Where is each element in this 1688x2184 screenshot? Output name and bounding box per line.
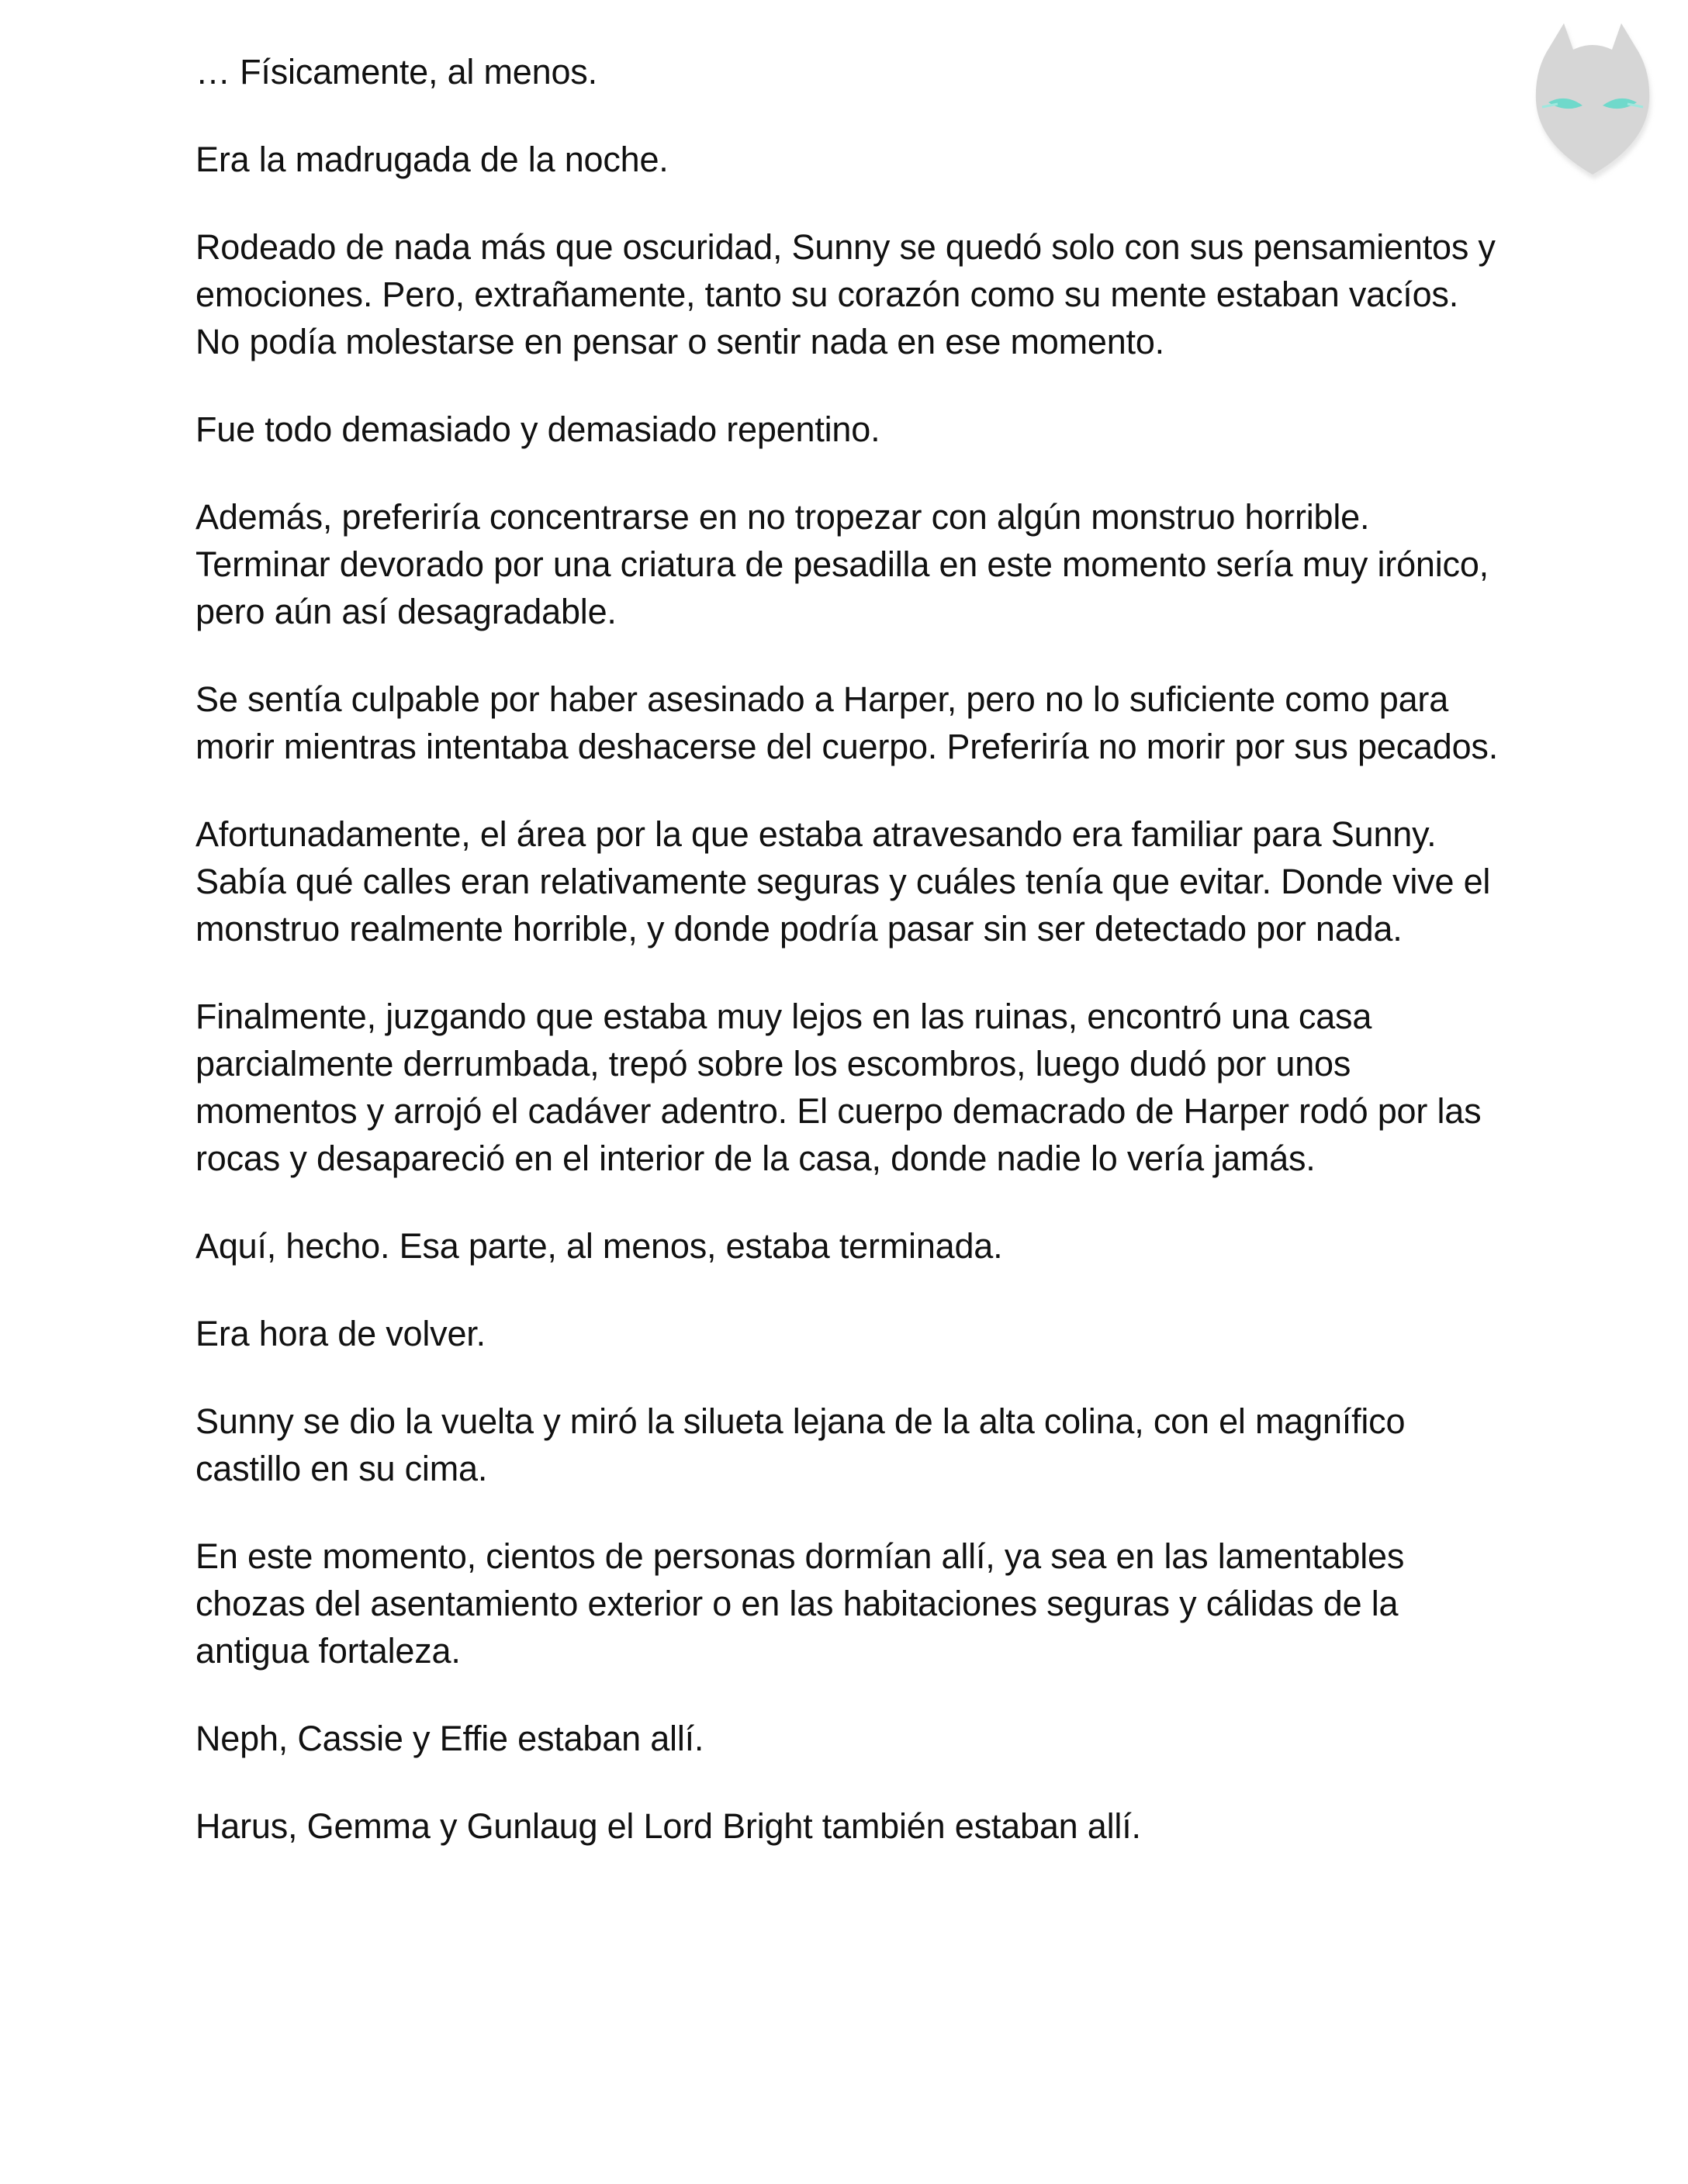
paragraph: Afortunadamente, el área por la que estaba atravesando era familiar para Sunny. Sabía qué calles eran relativamente seguras y cuáles tenía que evitar. Donde vive el monstruo realmente horrible, y donde podría pasar sin ser detectado por nada. xyxy=(195,814,1491,949)
paragraph: En este momento, cientos de personas dormían allí, ya sea en las lamentables chozas del asentamiento exterior o en las habitaciones seguras y cálidas de la antigua fortaleza. xyxy=(195,1536,1405,1671)
paragraph: … Físicamente, al menos. xyxy=(195,52,597,92)
paragraph: Era hora de volver. xyxy=(195,1314,486,1353)
paragraph: Además, preferiría concentrarse en no tropezar con algún monstruo horrible. Terminar devorado por una criatura de pesadilla en este momento sería muy irónico, pero aún así desagradable. xyxy=(195,497,1489,631)
demon-head-logo-icon xyxy=(1519,16,1666,186)
paragraph: Fue todo demasiado y demasiado repentino. xyxy=(195,410,880,449)
paragraph: Harus, Gemma y Gunlaug el Lord Bright también estaban allí. xyxy=(195,1806,1141,1846)
paragraph: Era la madrugada de la noche. xyxy=(195,140,669,179)
paragraph: Aquí, hecho. Esa parte, al menos, estaba terminada. xyxy=(195,1226,1003,1266)
paragraph: Se sentía culpable por haber asesinado a Harper, pero no lo suficiente como para morir mientras intentaba deshacerse del cuerpo. Preferiría no morir por sus pecados. xyxy=(195,679,1499,766)
paragraph: Sunny se dio la vuelta y miró la silueta lejana de la alta colina, con el magnífico castillo en su cima. xyxy=(195,1401,1406,1488)
chapter-text xyxy=(195,48,1499,1890)
paragraph: Neph, Cassie y Effie estaban allí. xyxy=(195,1719,704,1758)
paragraph: Rodeado de nada más que oscuridad, Sunny se quedó solo con sus pensamientos y emociones. Pero, extrañamente, tanto su corazón como su mente estaban vacíos. No podía molestarse en pensar o sentir nada en ese momento. xyxy=(195,227,1496,361)
paragraph: Finalmente, juzgando que estaba muy lejos en las ruinas, encontró una casa parcialmente derrumbada, trepó sobre los escombros, luego dudó por unos momentos y arrojó el cadáver adentro. El cuerpo demacrado de Harper rodó por las rocas y desapareció en el interior de la casa, donde nadie lo vería jamás. xyxy=(195,997,1482,1178)
